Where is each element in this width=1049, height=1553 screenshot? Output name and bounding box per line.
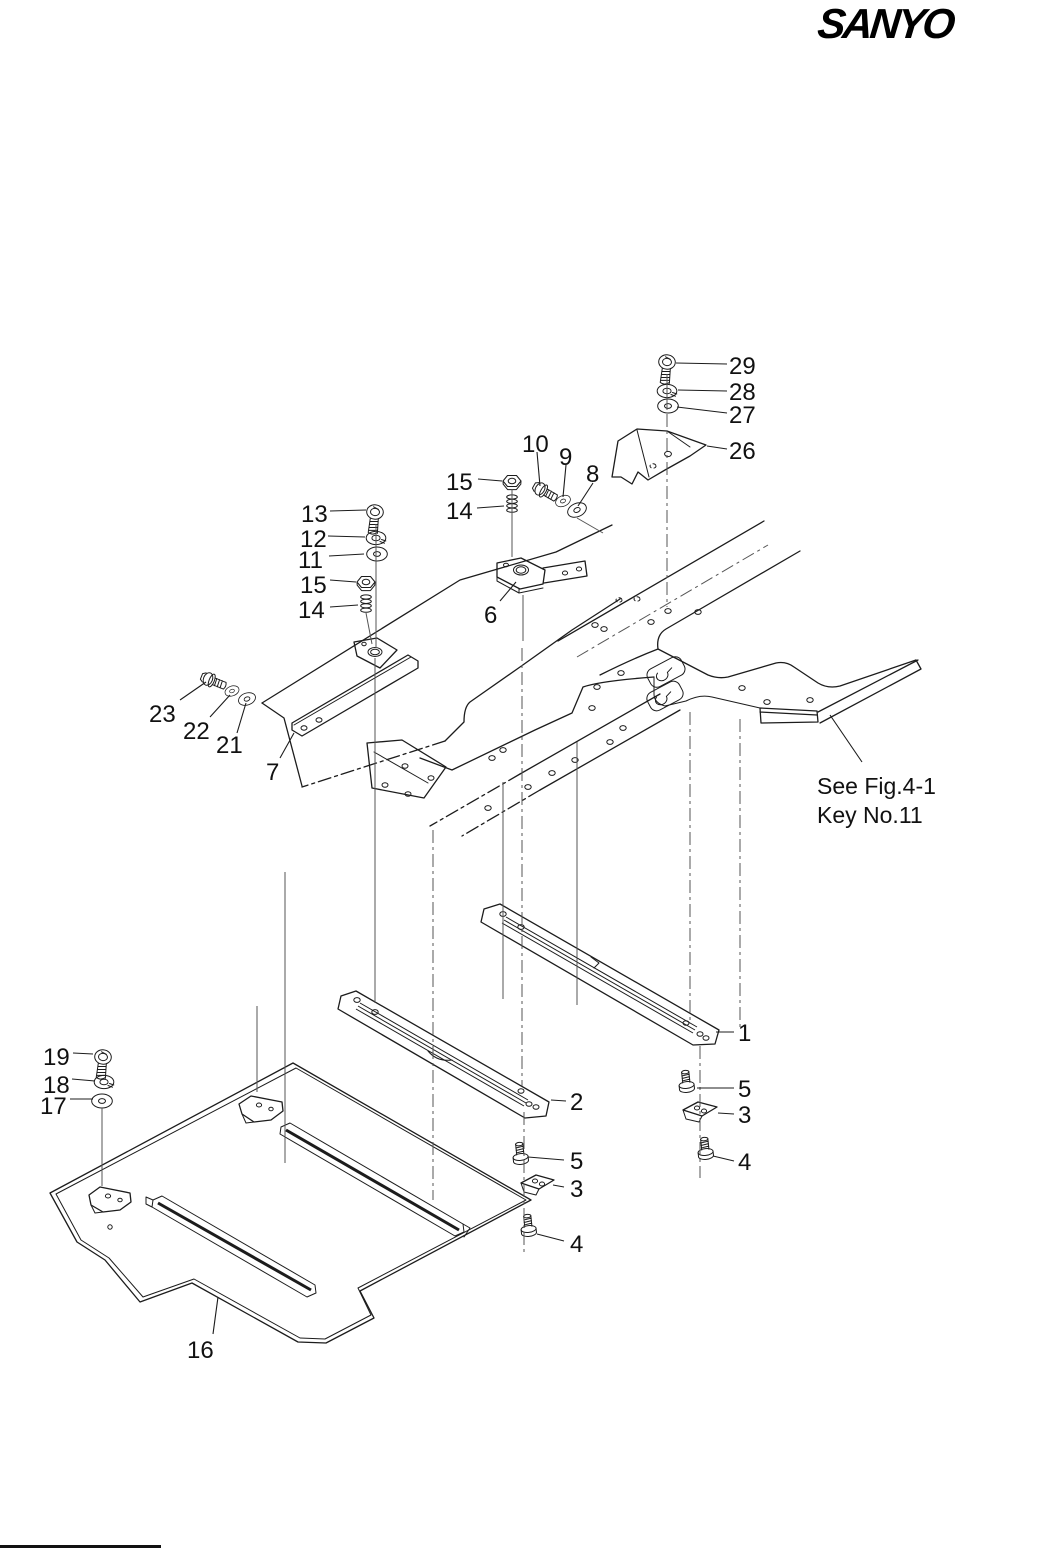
- callout-17: 17: [40, 1093, 67, 1120]
- bolt-icon-4-middle: [520, 1214, 537, 1238]
- callout-27: 27: [729, 402, 756, 429]
- callout-14b: 14: [298, 597, 325, 624]
- flat-washer-icon-27: [658, 399, 679, 413]
- part-7-rail: [292, 638, 418, 736]
- see-fig-note-line1: See Fig.4-1: [817, 773, 936, 799]
- part-2-rail: [338, 991, 549, 1118]
- base-plate-top-clip: [239, 1096, 283, 1123]
- part-1-rail: [481, 904, 719, 1045]
- center-lines: [102, 374, 740, 1256]
- nut-icon-15b: [357, 577, 375, 591]
- base-plate-slot-rails: [146, 1123, 470, 1297]
- callout-11: 11: [298, 547, 323, 574]
- callout-19: 19: [43, 1044, 70, 1071]
- callout-9: 9: [559, 444, 573, 471]
- callout-16: 16: [187, 1337, 214, 1364]
- screw-icon-29: [656, 354, 676, 385]
- callout-21: 21: [216, 732, 243, 759]
- lock-washer-icon-18: [94, 1075, 114, 1088]
- bolt-icon-5-middle: [512, 1142, 529, 1166]
- flat-washer-icon-17: [92, 1094, 113, 1108]
- sanyo-logo: SANYO: [815, 0, 955, 47]
- callout-2: 2: [570, 1089, 584, 1116]
- washer-icon-21: [237, 690, 258, 707]
- footer-rule: [0, 1545, 161, 1548]
- callout-15a: 15: [446, 469, 473, 496]
- callout-13: 13: [301, 501, 328, 528]
- callout-5a: 5: [738, 1076, 752, 1103]
- callout-3a: 3: [738, 1102, 752, 1129]
- stud-icon-14b: [361, 595, 372, 612]
- callout-4a: 4: [738, 1149, 752, 1176]
- bolt-icon-23: [199, 670, 228, 692]
- screw-icon-13: [364, 504, 384, 535]
- nut-icon-15a: [503, 476, 521, 490]
- bolt-icon-10: [531, 480, 560, 505]
- callout-12: 12: [300, 526, 327, 553]
- base-plate-left-clip: [89, 1187, 131, 1213]
- part-3-clip-middle: [521, 1175, 554, 1195]
- callout-26: 26: [729, 438, 756, 465]
- chassis-cutouts: [644, 654, 687, 713]
- callout-23: 23: [149, 701, 176, 728]
- callout-8: 8: [586, 461, 600, 488]
- hardware: [92, 354, 714, 1237]
- bolt-icon-5-right: [678, 1070, 695, 1094]
- flat-washer-icon-11: [367, 547, 388, 561]
- callout-22: 22: [183, 718, 210, 745]
- callout-18: 18: [43, 1072, 70, 1099]
- callout-29: 29: [729, 353, 756, 380]
- callout-3b: 3: [570, 1176, 584, 1203]
- callout-4b: 4: [570, 1231, 584, 1258]
- callout-7: 7: [266, 759, 280, 786]
- callout-15b: 15: [300, 572, 327, 599]
- chassis-bent-bracket: [367, 740, 446, 798]
- callout-1: 1: [738, 1020, 752, 1047]
- part-16-base-plate: [50, 1063, 531, 1343]
- callout-5b: 5: [570, 1148, 584, 1175]
- callout-10: 10: [522, 431, 549, 458]
- callout-6: 6: [484, 602, 498, 629]
- part-26-bracket: [612, 429, 706, 484]
- callout-28: 28: [729, 379, 756, 406]
- see-fig-note-line2: Key No.11: [817, 802, 923, 828]
- callout-14a: 14: [446, 498, 473, 525]
- bolt-icon-4-right: [697, 1137, 714, 1161]
